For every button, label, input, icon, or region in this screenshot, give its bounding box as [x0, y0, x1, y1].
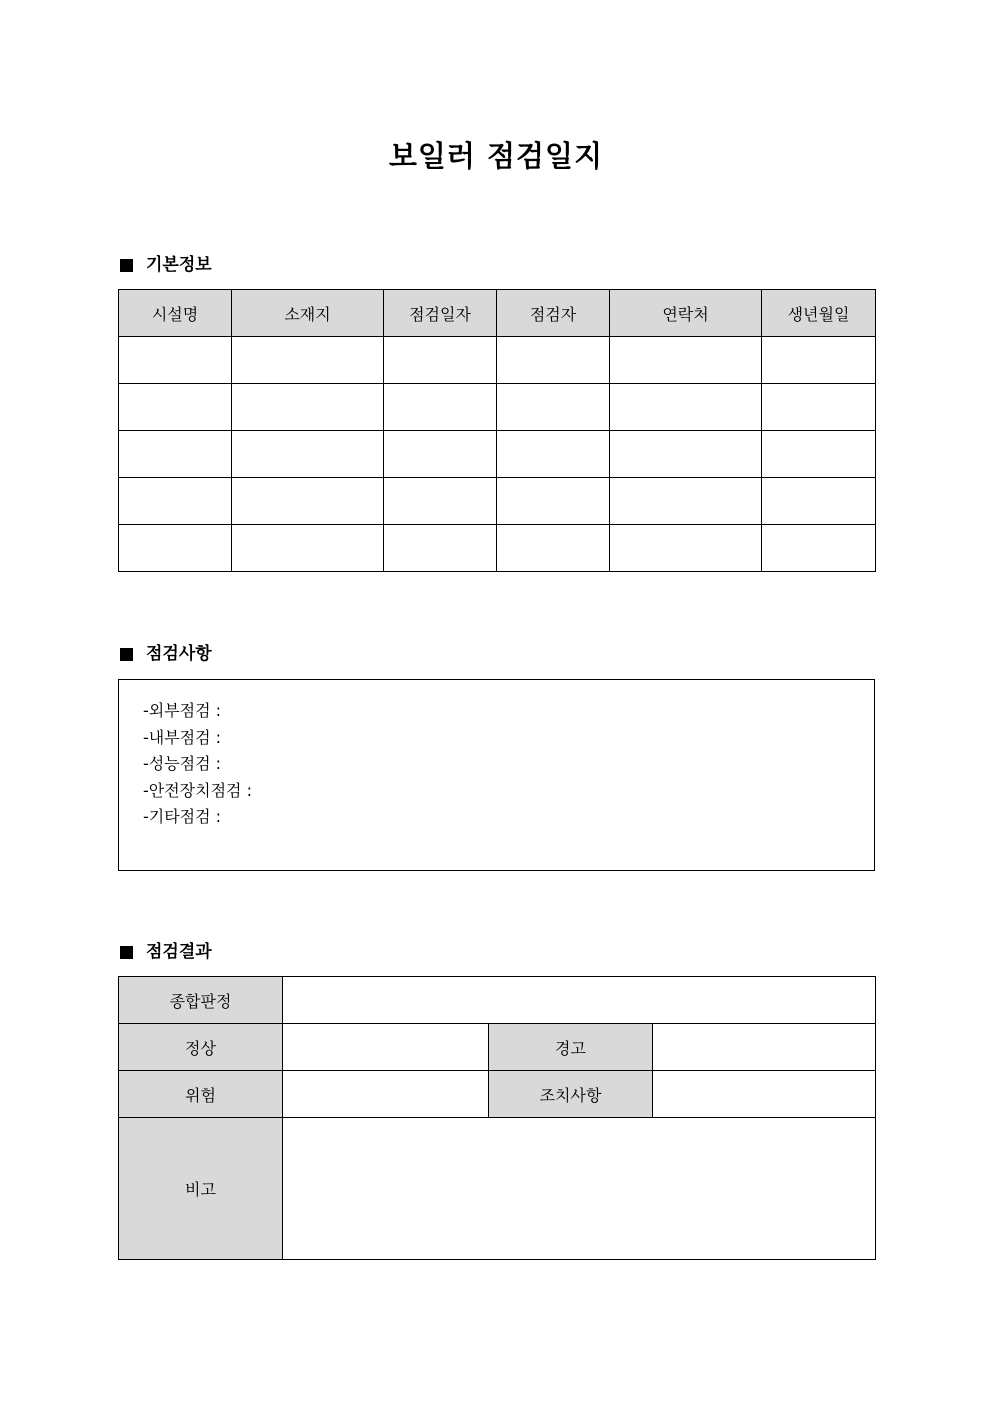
- inspection-items-list: [143, 698, 252, 831]
- table-cell[interactable]: [497, 337, 610, 384]
- table-cell[interactable]: [384, 478, 497, 525]
- table-row: [119, 478, 876, 525]
- normal-label: 정상: [119, 1024, 283, 1071]
- page-title: 보일러 점검일지: [388, 139, 604, 173]
- inspection-item-interior: -내부점검 :: [143, 727, 222, 747]
- danger-field[interactable]: [283, 1071, 489, 1118]
- square-bullet-icon: [120, 648, 133, 661]
- table-cell[interactable]: [232, 337, 384, 384]
- warning-label: 경고: [489, 1024, 653, 1071]
- table-cell[interactable]: [497, 478, 610, 525]
- table-cell[interactable]: [384, 384, 497, 431]
- remarks-field[interactable]: [283, 1118, 876, 1260]
- overall-judgment-field[interactable]: [283, 977, 876, 1024]
- column-header-inspector: 점검자: [497, 290, 610, 337]
- inspection-item-safety-device: -안전장치점검 :: [143, 780, 252, 800]
- table-row: [119, 431, 876, 478]
- table-header-row: [119, 290, 876, 337]
- table-cell[interactable]: [232, 478, 384, 525]
- table-cell[interactable]: [762, 478, 876, 525]
- table-cell[interactable]: [119, 478, 232, 525]
- remarks-label: 비고: [119, 1118, 283, 1260]
- inspection-items-box[interactable]: [118, 679, 875, 871]
- table-cell[interactable]: [384, 337, 497, 384]
- table-cell[interactable]: [610, 384, 762, 431]
- table-cell[interactable]: [497, 431, 610, 478]
- basic-info-table: [118, 289, 876, 572]
- table-cell[interactable]: [610, 525, 762, 572]
- section-heading-label: 기본정보: [146, 255, 212, 275]
- table-cell[interactable]: [610, 431, 762, 478]
- danger-label: 위험: [119, 1071, 283, 1118]
- table-cell[interactable]: [610, 337, 762, 384]
- table-cell[interactable]: [762, 384, 876, 431]
- table-row: [119, 1118, 876, 1260]
- inspection-result-table: [118, 976, 876, 1260]
- section-heading-label: 점검사항: [146, 644, 212, 664]
- table-row: [119, 384, 876, 431]
- action-taken-label: 조치사항: [489, 1071, 653, 1118]
- section-heading-basic-info: [119, 253, 212, 277]
- normal-field[interactable]: [283, 1024, 489, 1071]
- table-cell[interactable]: [232, 384, 384, 431]
- column-header-inspection-date: 점검일자: [384, 290, 497, 337]
- table-row: [119, 337, 876, 384]
- section-heading-inspection-result: [119, 940, 212, 964]
- table-row: [119, 525, 876, 572]
- warning-field[interactable]: [653, 1024, 876, 1071]
- table-row: [119, 977, 876, 1024]
- table-cell[interactable]: [119, 384, 232, 431]
- section-heading-label: 점검결과: [146, 942, 212, 962]
- column-header-birth-date: 생년월일: [762, 290, 876, 337]
- square-bullet-icon: [120, 259, 133, 272]
- square-bullet-icon: [120, 946, 133, 959]
- table-cell[interactable]: [497, 384, 610, 431]
- table-cell[interactable]: [762, 337, 876, 384]
- table-cell[interactable]: [384, 431, 497, 478]
- table-cell[interactable]: [610, 478, 762, 525]
- table-row: [119, 1071, 876, 1118]
- section-heading-inspection-items: [119, 642, 212, 666]
- column-header-location: 소재지: [232, 290, 384, 337]
- inspection-item-performance: -성능점검 :: [143, 754, 222, 773]
- column-header-contact: 연락처: [610, 290, 762, 337]
- table-cell[interactable]: [119, 337, 232, 384]
- action-taken-field[interactable]: [653, 1071, 876, 1118]
- table-cell[interactable]: [497, 525, 610, 572]
- overall-judgment-label: 종합판정: [119, 977, 283, 1024]
- table-cell[interactable]: [762, 431, 876, 478]
- table-cell[interactable]: [762, 525, 876, 572]
- table-cell[interactable]: [384, 525, 497, 572]
- table-row: [119, 1024, 876, 1071]
- inspection-item-exterior: -외부점검 :: [143, 701, 222, 720]
- inspection-item-other: -기타점검 :: [143, 807, 222, 826]
- table-cell[interactable]: [119, 525, 232, 572]
- table-cell[interactable]: [232, 525, 384, 572]
- column-header-facility-name: 시설명: [119, 290, 232, 337]
- table-cell[interactable]: [232, 431, 384, 478]
- table-cell[interactable]: [119, 431, 232, 478]
